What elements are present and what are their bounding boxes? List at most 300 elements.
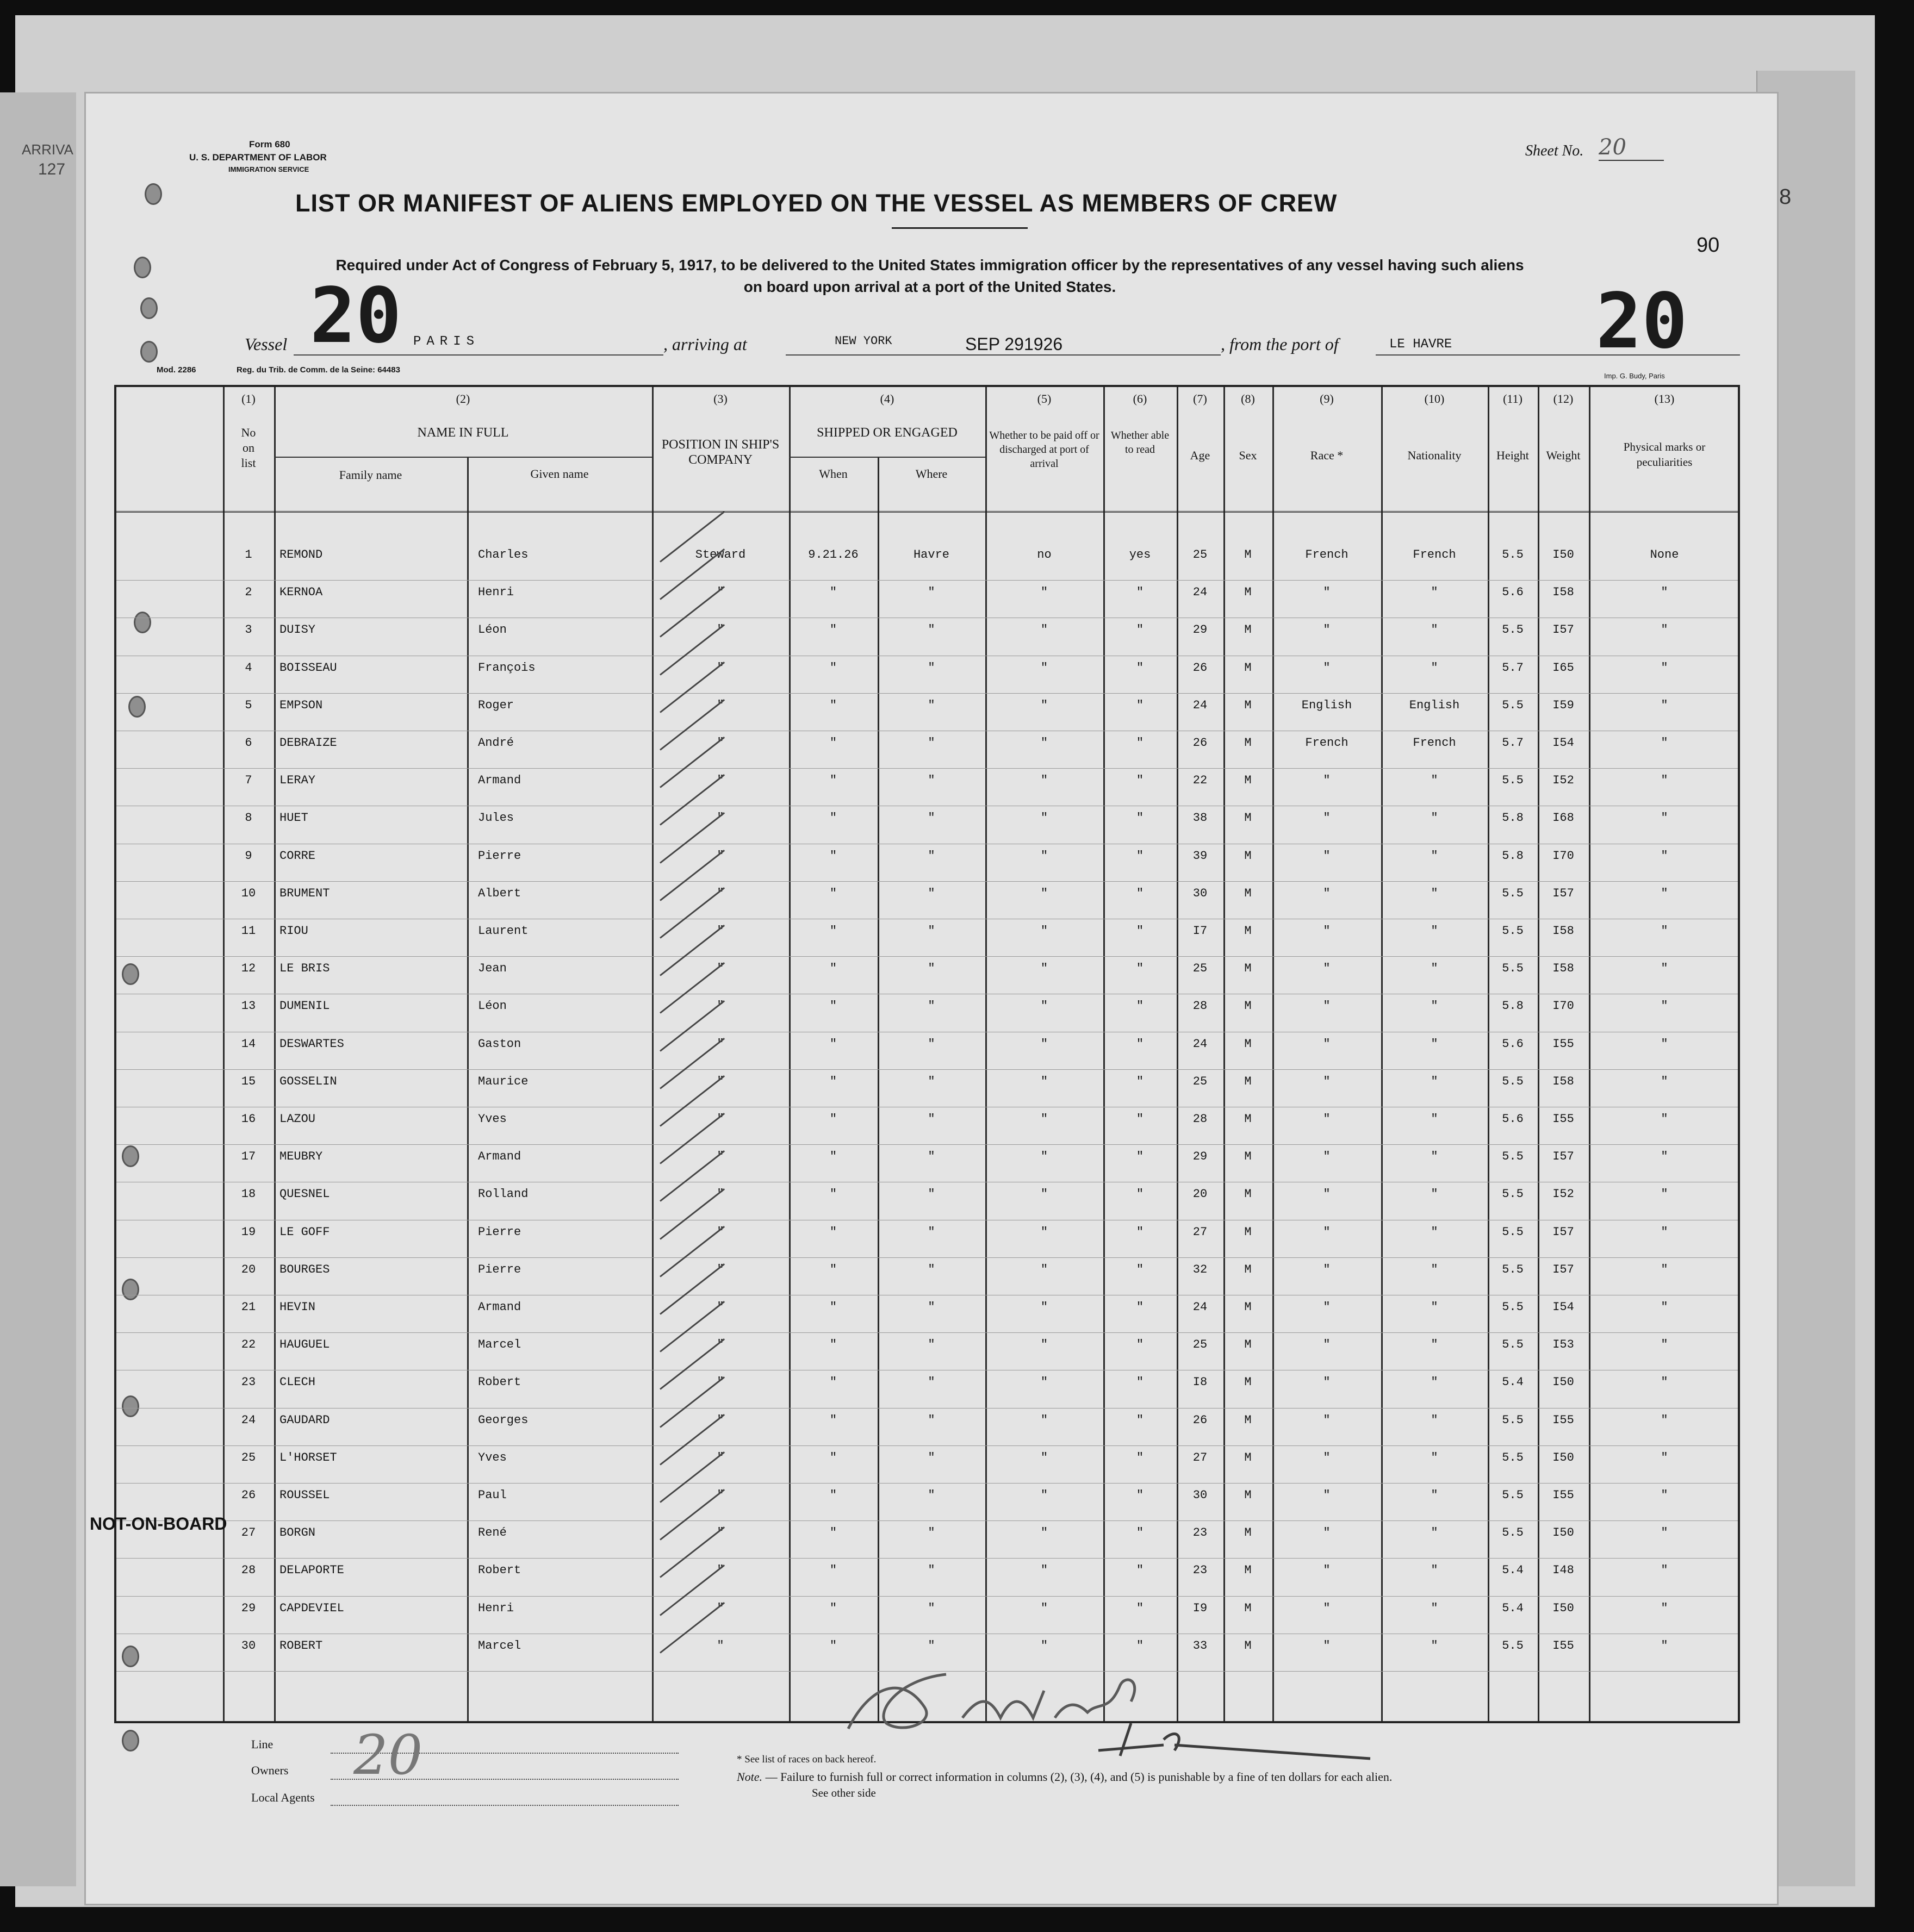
header-c1-num: (1)	[241, 392, 256, 406]
cell-height: 5.8	[1502, 999, 1524, 1013]
cell-age: 28	[1192, 1112, 1208, 1126]
cell-shipped-where: "	[928, 736, 935, 750]
cell-family-name: DESWARTES	[279, 1037, 344, 1051]
cell-nationality: "	[1431, 623, 1438, 637]
cell-shipped-where: "	[928, 1187, 935, 1201]
cell-given-name: André	[478, 736, 514, 750]
cell-number: 29	[241, 1601, 256, 1615]
cell-able-to-read: "	[1136, 736, 1144, 750]
cell-height: 5.5	[1502, 924, 1524, 938]
cell-number: 13	[241, 999, 256, 1013]
cell-shipped-where: "	[928, 849, 935, 863]
header-c3-num: (3)	[713, 392, 728, 406]
cell-number: 15	[241, 1074, 256, 1088]
cell-physical-marks: "	[1661, 1638, 1668, 1653]
cell-given-name: Pierre	[478, 1225, 521, 1239]
cell-position: "	[717, 1225, 724, 1239]
cell-paid-off: "	[1040, 849, 1048, 863]
cell-age: 38	[1192, 811, 1208, 825]
cell-weight: I57	[1552, 1150, 1574, 1164]
cell-height: 5.5	[1502, 1488, 1524, 1502]
cell-weight: I59	[1552, 698, 1574, 712]
header-name-in-full: NAME IN FULL	[417, 426, 509, 440]
table-row	[116, 545, 1738, 582]
cell-physical-marks: "	[1661, 736, 1668, 750]
cell-nationality: "	[1431, 1488, 1438, 1502]
cell-height: 5.5	[1502, 774, 1524, 788]
cell-given-name: Pierre	[478, 849, 521, 863]
cell-paid-off: "	[1040, 1413, 1048, 1427]
cell-nationality: "	[1431, 1601, 1438, 1615]
cell-sex: M	[1244, 1638, 1252, 1653]
cell-position: "	[717, 1526, 724, 1540]
table-row	[116, 1523, 1738, 1560]
cell-height: 5.5	[1502, 962, 1524, 976]
row-rule	[116, 1332, 1738, 1333]
table-row	[116, 883, 1738, 921]
cell-position: "	[717, 623, 724, 637]
row-rule	[116, 693, 1738, 694]
from-port-label: , from the port of	[1221, 334, 1339, 354]
cell-physical-marks: "	[1661, 585, 1668, 600]
cell-shipped-where: "	[928, 962, 935, 976]
cell-family-name: LAZOU	[279, 1112, 316, 1126]
cell-shipped-where: "	[928, 886, 935, 900]
cell-height: 5.5	[1502, 623, 1524, 637]
cell-able-to-read: yes	[1129, 548, 1151, 562]
cell-physical-marks: "	[1661, 1526, 1668, 1540]
cell-shipped-when: "	[829, 774, 837, 788]
cell-height: 5.4	[1502, 1601, 1524, 1615]
cell-able-to-read: "	[1136, 585, 1144, 600]
cell-nationality: "	[1431, 1375, 1438, 1389]
cell-paid-off: "	[1040, 698, 1048, 712]
local-agents-label: Local Agents	[251, 1791, 315, 1804]
cell-age: 29	[1192, 1150, 1208, 1164]
cell-height: 5.5	[1502, 1450, 1524, 1464]
cell-given-name: Jean	[478, 962, 507, 976]
table-row	[116, 733, 1738, 770]
cell-height: 5.5	[1502, 1300, 1524, 1314]
cell-position: "	[717, 811, 724, 825]
cell-position: "	[717, 774, 724, 788]
cell-given-name: Laurent	[478, 924, 529, 938]
header-when: When	[819, 467, 848, 481]
title-underline	[892, 227, 1028, 229]
table-row	[116, 1598, 1738, 1636]
cell-nationality: English	[1409, 698, 1460, 712]
cell-family-name: LE GOFF	[279, 1225, 330, 1239]
cell-height: 5.5	[1502, 1526, 1524, 1540]
cell-nationality: French	[1413, 548, 1456, 562]
cell-weight: I58	[1552, 924, 1574, 938]
cell-weight: I57	[1552, 886, 1574, 900]
cell-physical-marks: "	[1661, 1375, 1668, 1389]
table-row	[116, 1335, 1738, 1372]
cell-race: "	[1323, 1225, 1331, 1239]
cell-given-name: Yves	[478, 1112, 507, 1126]
cell-race: "	[1323, 1413, 1331, 1427]
cell-race: "	[1323, 1375, 1331, 1389]
cell-age: 29	[1192, 623, 1208, 637]
cell-shipped-where: "	[928, 1262, 935, 1276]
cell-paid-off: "	[1040, 1488, 1048, 1502]
cell-paid-off: "	[1040, 774, 1048, 788]
cell-paid-off: "	[1040, 999, 1048, 1013]
requirement-line-1: Required under Act of Congress of February 5, 1917, to be delivered to the United States immigration officer by the representatives of any vessel having such aliens	[335, 257, 1524, 273]
cell-physical-marks: None	[1650, 548, 1679, 562]
cell-shipped-when: "	[829, 1450, 837, 1464]
cell-position: "	[717, 1300, 724, 1314]
cell-shipped-where: "	[928, 585, 935, 600]
cell-race: "	[1323, 623, 1331, 637]
cell-shipped-where: "	[928, 1413, 935, 1427]
cell-paid-off: "	[1040, 1262, 1048, 1276]
cell-weight: I52	[1552, 1187, 1574, 1201]
cell-sex: M	[1244, 585, 1252, 600]
header-divider	[789, 457, 985, 458]
cell-height: 5.5	[1502, 698, 1524, 712]
header-c12-num: (12)	[1553, 392, 1574, 406]
table-row	[116, 620, 1738, 657]
cell-number: 1	[245, 548, 252, 562]
cell-physical-marks: "	[1661, 811, 1668, 825]
cell-weight: I50	[1552, 1526, 1574, 1540]
cell-position: "	[717, 585, 724, 600]
cell-family-name: EMPSON	[279, 698, 323, 712]
punch-hole	[145, 183, 162, 205]
cell-shipped-when: "	[829, 736, 837, 750]
cell-physical-marks: "	[1661, 1225, 1668, 1239]
cell-number: 14	[241, 1037, 256, 1051]
cell-paid-off: "	[1040, 962, 1048, 976]
cell-given-name: Marcel	[478, 1338, 521, 1352]
cell-family-name: DEBRAIZE	[279, 736, 337, 750]
vessel-name: PARIS	[413, 334, 480, 349]
table-row	[116, 770, 1738, 808]
cell-sex: M	[1244, 1150, 1252, 1164]
margin-number: 127	[38, 160, 66, 178]
cell-age: 24	[1192, 1300, 1208, 1314]
cell-weight: I57	[1552, 1262, 1574, 1276]
cell-age: 28	[1192, 999, 1208, 1013]
cell-shipped-where: "	[928, 1150, 935, 1164]
from-port: LE HAVRE	[1389, 337, 1452, 352]
cell-number: 27	[241, 1526, 256, 1540]
vessel-underline	[294, 354, 663, 356]
cell-sex: M	[1244, 1526, 1252, 1540]
cell-shipped-where: "	[928, 774, 935, 788]
cell-number: 19	[241, 1225, 256, 1239]
cell-shipped-when: "	[829, 1225, 837, 1239]
row-rule	[116, 1257, 1738, 1258]
header-weight: Weight	[1546, 448, 1581, 462]
row-rule	[116, 1445, 1738, 1446]
cell-physical-marks: "	[1661, 962, 1668, 976]
cell-number: 7	[245, 774, 252, 788]
cell-shipped-when: "	[829, 962, 837, 976]
cell-able-to-read: "	[1136, 962, 1144, 976]
cell-physical-marks: "	[1661, 1563, 1668, 1578]
cell-shipped-where: "	[928, 1375, 935, 1389]
cell-race: "	[1323, 1488, 1331, 1502]
cell-weight: I55	[1552, 1413, 1574, 1427]
cell-paid-off: "	[1040, 1338, 1048, 1352]
cell-weight: I70	[1552, 999, 1574, 1013]
cell-given-name: Yves	[478, 1450, 507, 1464]
handwritten-line-number: 20	[353, 1723, 423, 1787]
cell-nationality: "	[1431, 1638, 1438, 1653]
cell-position: "	[717, 1450, 724, 1464]
cell-race: "	[1323, 1450, 1331, 1464]
see-other-side: See other side	[812, 1786, 876, 1799]
cell-height: 5.4	[1502, 1563, 1524, 1578]
cell-given-name: Jules	[478, 811, 514, 825]
cell-family-name: GAUDARD	[279, 1413, 330, 1427]
cell-family-name: DUISY	[279, 623, 316, 637]
cell-family-name: LERAY	[279, 774, 316, 788]
cell-age: 26	[1192, 660, 1208, 675]
cell-weight: I68	[1552, 811, 1574, 825]
cell-given-name: Armand	[478, 774, 521, 788]
cell-sex: M	[1244, 811, 1252, 825]
cell-physical-marks: "	[1661, 698, 1668, 712]
cell-position: "	[717, 1112, 724, 1126]
cell-sex: M	[1244, 1074, 1252, 1088]
table-row	[116, 1109, 1738, 1146]
cell-given-name: Henri	[478, 1601, 514, 1615]
cell-sex: M	[1244, 1338, 1252, 1352]
cell-shipped-when: "	[829, 1262, 837, 1276]
header-family-name: Family name	[339, 468, 402, 482]
cell-shipped-when: "	[829, 924, 837, 938]
arrival-date-stamp: SEP 291926	[965, 334, 1063, 354]
cell-given-name: Léon	[478, 999, 507, 1013]
cell-height: 5.5	[1502, 1225, 1524, 1239]
cell-shipped-where: "	[928, 1488, 935, 1502]
cell-number: 25	[241, 1450, 256, 1464]
cell-height: 5.5	[1502, 1338, 1524, 1352]
cell-weight: I50	[1552, 1375, 1574, 1389]
cell-able-to-read: "	[1136, 999, 1144, 1013]
cell-shipped-when: "	[829, 660, 837, 675]
cell-sex: M	[1244, 1112, 1252, 1126]
cell-paid-off: "	[1040, 1563, 1048, 1578]
cell-position: "	[717, 1338, 724, 1352]
cell-shipped-when: "	[829, 1488, 837, 1502]
cell-race: "	[1323, 1187, 1331, 1201]
cell-family-name: LE BRIS	[279, 962, 330, 976]
cell-paid-off: "	[1040, 924, 1048, 938]
arriving-label: , arriving at	[663, 334, 747, 354]
header-able-to-read: Whether able to read	[1110, 429, 1170, 456]
header-race: Race *	[1310, 448, 1344, 462]
cell-age: 25	[1192, 548, 1208, 562]
cell-age: 25	[1192, 1338, 1208, 1352]
cell-given-name: Armand	[478, 1300, 521, 1314]
cell-shipped-when: "	[829, 1526, 837, 1540]
cell-age: 23	[1192, 1563, 1208, 1578]
table-row	[116, 1560, 1738, 1598]
header-paid-off: Whether to be paid off or discharged at port of arrival	[989, 429, 1099, 470]
cell-position: "	[717, 1488, 724, 1502]
cell-shipped-when: "	[829, 1037, 837, 1051]
cell-age: I8	[1192, 1375, 1208, 1389]
header-c4-num: (4)	[880, 392, 894, 406]
cell-shipped-where: "	[928, 1638, 935, 1653]
row-rule	[116, 580, 1738, 581]
header-sex: Sex	[1239, 448, 1257, 462]
cell-height: 5.4	[1502, 1375, 1524, 1389]
cell-nationality: "	[1431, 774, 1438, 788]
cell-shipped-where: "	[928, 999, 935, 1013]
cell-able-to-read: "	[1136, 1563, 1144, 1578]
cell-race: "	[1323, 1526, 1331, 1540]
cell-sex: M	[1244, 1187, 1252, 1201]
header-c6-num: (6)	[1133, 392, 1147, 406]
line-label: Line	[251, 1737, 274, 1751]
punch-hole	[140, 297, 158, 319]
margin-side-number: 8	[1779, 185, 1792, 209]
header-divider	[274, 457, 652, 458]
mod-number: Mod. 2286	[157, 365, 196, 375]
cell-nationality: "	[1431, 1450, 1438, 1464]
cell-age: 24	[1192, 1037, 1208, 1051]
cell-sex: M	[1244, 999, 1252, 1013]
cell-nationality: "	[1431, 1526, 1438, 1540]
header-c9-num: (9)	[1320, 392, 1334, 406]
cell-able-to-read: "	[1136, 1338, 1144, 1352]
cell-number: 26	[241, 1488, 256, 1502]
header-no-on-list: No on list	[241, 426, 256, 470]
cell-physical-marks: "	[1661, 886, 1668, 900]
table-row	[116, 1184, 1738, 1221]
cell-sex: M	[1244, 1563, 1252, 1578]
cell-able-to-read: "	[1136, 1187, 1144, 1201]
cell-sex: M	[1244, 1300, 1252, 1314]
cell-number: 30	[241, 1638, 256, 1653]
failure-note	[737, 1770, 1392, 1784]
cell-family-name: HEVIN	[279, 1300, 316, 1314]
cell-position: "	[717, 1375, 724, 1389]
cell-number: 18	[241, 1187, 256, 1201]
cell-height: 5.5	[1502, 886, 1524, 900]
cell-race: "	[1323, 924, 1331, 938]
cell-family-name: CORRE	[279, 849, 316, 863]
cell-race: "	[1323, 585, 1331, 600]
cell-physical-marks: "	[1661, 1601, 1668, 1615]
crew-manifest-table	[114, 385, 1740, 1723]
cell-sex: M	[1244, 1601, 1252, 1615]
cell-able-to-read: "	[1136, 660, 1144, 675]
cell-given-name: Pierre	[478, 1262, 521, 1276]
cell-sex: M	[1244, 1375, 1252, 1389]
cell-race: "	[1323, 774, 1331, 788]
cell-race: "	[1323, 886, 1331, 900]
cell-height: 5.6	[1502, 585, 1524, 600]
cell-able-to-read: "	[1136, 1150, 1144, 1164]
cell-sex: M	[1244, 1037, 1252, 1051]
cell-physical-marks: "	[1661, 1074, 1668, 1088]
cell-paid-off: "	[1040, 811, 1048, 825]
cell-paid-off: "	[1040, 660, 1048, 675]
cell-sex: M	[1244, 1488, 1252, 1502]
cell-shipped-where: "	[928, 1338, 935, 1352]
cell-height: 5.5	[1502, 1150, 1524, 1164]
cell-shipped-when: "	[829, 849, 837, 863]
header-where: Where	[915, 467, 948, 481]
table-row	[116, 1222, 1738, 1260]
cell-number: 17	[241, 1150, 256, 1164]
cell-family-name: ROBERT	[279, 1638, 323, 1653]
cell-position: "	[717, 1074, 724, 1088]
cell-able-to-read: "	[1136, 1601, 1144, 1615]
cell-position: "	[717, 1037, 724, 1051]
cell-race: "	[1323, 1150, 1331, 1164]
header-height: Height	[1496, 448, 1529, 462]
cell-race: "	[1323, 962, 1331, 976]
cell-family-name: DUMENIL	[279, 999, 330, 1013]
cell-nationality: "	[1431, 886, 1438, 900]
header-c10-num: (10)	[1424, 392, 1445, 406]
owners-label: Owners	[251, 1763, 289, 1777]
cell-able-to-read: "	[1136, 1262, 1144, 1276]
cell-weight: I58	[1552, 962, 1574, 976]
cell-paid-off: "	[1040, 1225, 1048, 1239]
cell-race: "	[1323, 1074, 1331, 1088]
table-row	[116, 1260, 1738, 1297]
cell-paid-off: no	[1037, 548, 1052, 562]
cell-sex: M	[1244, 886, 1252, 900]
cell-weight: I57	[1552, 1225, 1574, 1239]
cell-weight: I50	[1552, 1601, 1574, 1615]
manifest-title: LIST OR MANIFEST OF ALIENS EMPLOYED ON THE VESSEL AS MEMBERS OF CREW	[295, 189, 1338, 217]
header-c13-num: (13)	[1654, 392, 1675, 406]
from-port-underline	[1376, 354, 1740, 356]
cell-sex: M	[1244, 1413, 1252, 1427]
cell-age: 27	[1192, 1225, 1208, 1239]
cell-shipped-when: "	[829, 1375, 837, 1389]
cell-height: 5.7	[1502, 736, 1524, 750]
cell-shipped-when: "	[829, 1112, 837, 1126]
service-name: IMMIGRATION SERVICE	[228, 165, 309, 173]
cell-physical-marks: "	[1661, 660, 1668, 675]
cell-able-to-read: "	[1136, 886, 1144, 900]
cell-shipped-when: "	[829, 1338, 837, 1352]
cell-family-name: BRUMENT	[279, 886, 330, 900]
cell-paid-off: "	[1040, 1037, 1048, 1051]
cell-nationality: French	[1413, 736, 1456, 750]
cell-paid-off: "	[1040, 1187, 1048, 1201]
cell-race: "	[1323, 1563, 1331, 1578]
cell-able-to-read: "	[1136, 1488, 1144, 1502]
cell-position: "	[717, 999, 724, 1013]
row-rule	[116, 1144, 1738, 1145]
cell-shipped-where: "	[928, 698, 935, 712]
table-row	[116, 996, 1738, 1033]
cell-race: "	[1323, 1037, 1331, 1051]
cell-race: "	[1323, 1601, 1331, 1615]
cell-weight: I55	[1552, 1488, 1574, 1502]
cell-given-name: Roger	[478, 698, 514, 712]
cell-age: 25	[1192, 962, 1208, 976]
cell-race: French	[1305, 736, 1348, 750]
cell-age: 27	[1192, 1450, 1208, 1464]
cell-weight: I54	[1552, 736, 1574, 750]
cell-number: 12	[241, 962, 256, 976]
cell-age: I9	[1192, 1601, 1208, 1615]
cell-age: 30	[1192, 1488, 1208, 1502]
